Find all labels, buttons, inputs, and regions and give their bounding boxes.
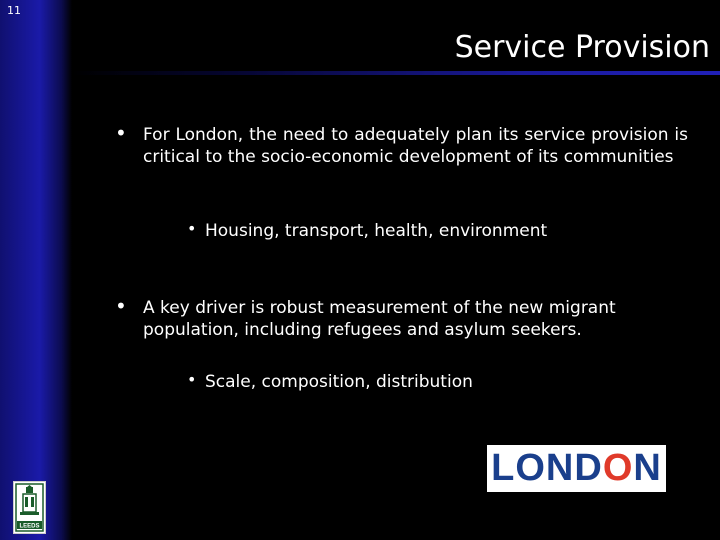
title-underline	[72, 71, 720, 75]
bullet-2: A key driver is robust measurement of the new migrant population, including refugees and asylum seekers.	[143, 298, 616, 340]
slide-number: 11	[7, 4, 21, 17]
sub-bullet-dot: •	[187, 370, 197, 389]
sub-bullet-1: Housing, transport, health, environment	[205, 221, 548, 241]
svg-text:LEEDS: LEEDS	[19, 523, 40, 530]
sub-bullet-2: Scale, composition, distribution	[205, 372, 473, 392]
london-logo	[487, 445, 666, 492]
left-sidebar	[0, 0, 72, 540]
london-logo-text: LONDON	[491, 447, 662, 489]
leeds-logo	[13, 481, 46, 534]
bullet-dot: •	[115, 121, 127, 145]
bullet-dot: •	[115, 294, 127, 318]
bullet-1: For London, the need to adequately plan its service provision is critical to the socio-economic development of its communities	[143, 125, 688, 167]
sub-bullet-dot: •	[187, 219, 197, 238]
slide-title: Service Provision	[454, 30, 710, 65]
leeds-crest-icon	[14, 482, 45, 533]
